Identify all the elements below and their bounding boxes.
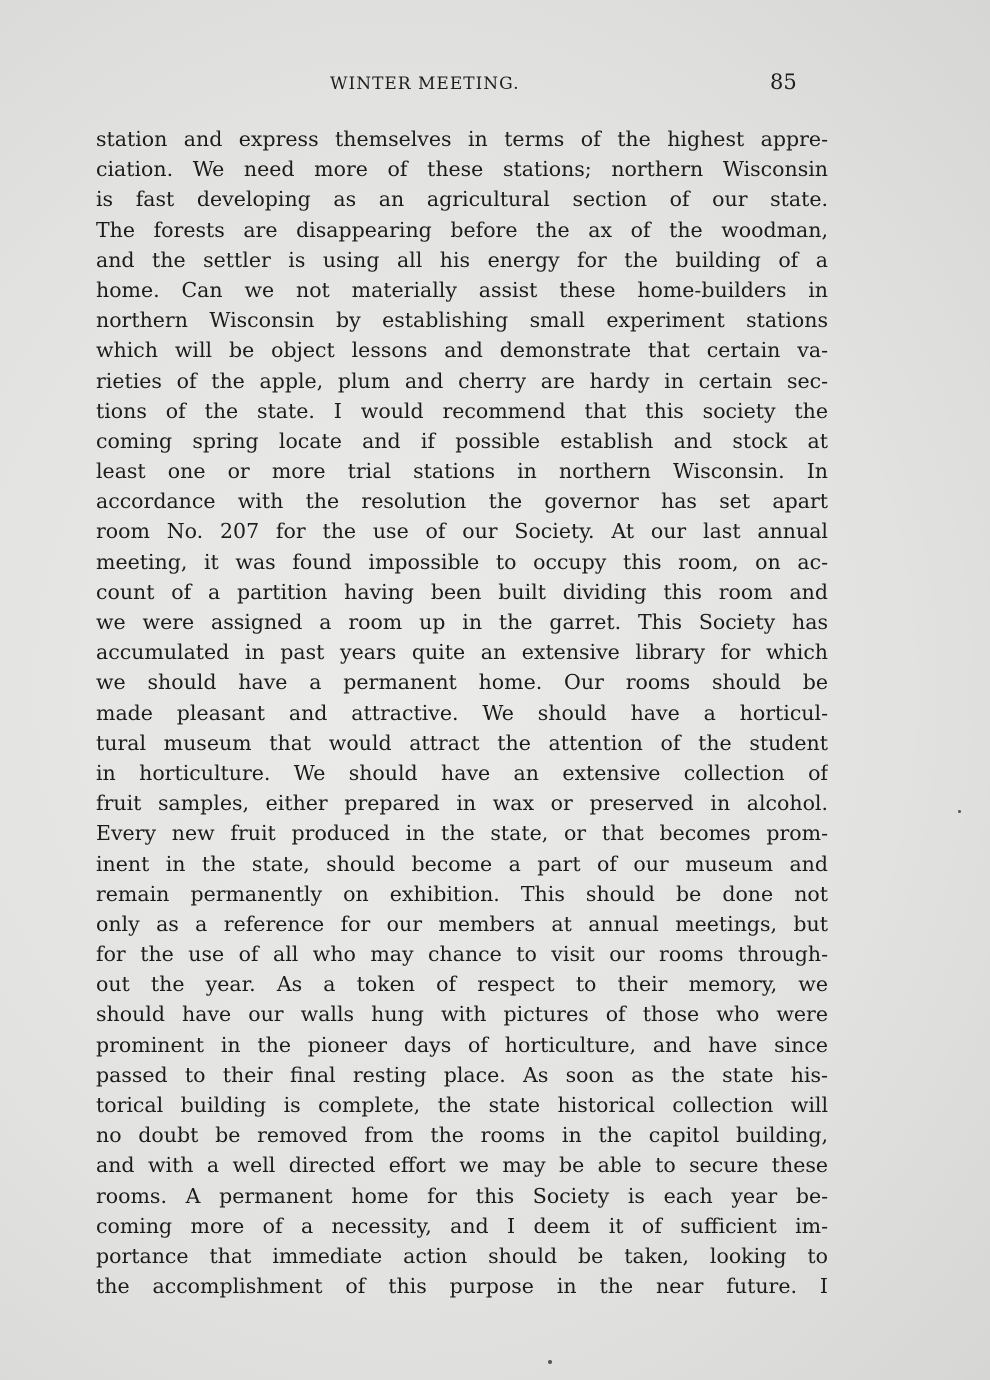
text-line: should have our walls hung with pictures of those who were [96,1002,828,1027]
body-text [96,124,828,1301]
text-line: made pleasant and attractive. We should have a horticul- [96,700,828,725]
text-line: torical building is complete, the state historical collection will [96,1093,828,1117]
text-line: we should have a permanent home. Our rooms should be [96,670,828,695]
text-line: remain permanently on exhibition. This should be done not [96,881,828,906]
text-line: northern Wisconsin by establishing small experiment stations [96,308,828,333]
text-line: no doubt be removed from the rooms in the capitol building, [96,1123,828,1148]
text-line: coming spring locate and if possible establish and stock at [96,428,828,453]
text-line: prominent in the pioneer days of horticulture, and have since [96,1032,828,1057]
running-header: WINTER MEETING. [330,74,520,94]
text-line: tural museum that would attract the attention of the student [96,730,828,755]
text-line: fruit samples, either prepared in wax or preserved in alcohol. [96,791,828,816]
text-line: meeting, it was found impossible to occupy this room, on ac- [96,549,828,574]
text-line: passed to their final resting place. As soon as the state his- [96,1062,828,1087]
text-line: accordance with the resolution the governor has set apart [96,489,828,514]
text-line: least one or more trial stations in northern Wisconsin. In [96,459,828,484]
scan-speck [548,1360,552,1364]
text-line: home. Can we not materially assist these home-builders in [96,277,828,302]
text-line: room No. 207 for the use of our Society. At our last annual [96,519,828,544]
text-line: portance that immediate action should be taken, looking to [96,1243,828,1268]
page-number: 85 [770,70,797,94]
text-line: rieties of the apple, plum and cherry are hardy in certain sec- [96,368,828,393]
text-line: rooms. A permanent home for this Society is each year be- [96,1183,828,1208]
text-line: which will be object lessons and demonstrate that certain va- [96,338,828,363]
text-line: accumulated in past years quite an extensive library for which [96,640,828,665]
text-line: Every new fruit produced in the state, or that becomes prom- [96,821,828,846]
text-line: out the year. As a token of respect to their memory, we [96,972,828,997]
text-line: inent in the state, should become a part of our museum and [96,851,828,876]
text-line: ciation. We need more of these stations; northern Wisconsin [96,157,828,182]
text-line: tions of the state. I would recommend that this society the [96,398,828,423]
text-line: count of a partition having been built dividing this room and [96,579,828,604]
text-line: in horticulture. We should have an extensive collection of [96,760,828,785]
text-line: The forests are disappearing before the ax of the woodman, [96,217,828,242]
text-line: only as a reference for our members at annual meetings, but [96,911,828,936]
scan-speck [958,810,961,813]
text-line: and the settler is using all his energy for the building of a [96,247,828,272]
text-line: station and express themselves in terms of the highest appre- [96,127,828,151]
text-line: for the use of all who may chance to visit our rooms through- [96,942,828,967]
text-line: coming more of a necessity, and I deem it of sufficient im- [96,1213,828,1238]
text-line: and with a well directed effort we may be able to secure these [96,1153,828,1178]
text-line: we were assigned a room up in the garret. This Society has [96,610,828,634]
text-line: is fast developing as an agricultural section of our state. [96,187,828,212]
text-line: the accomplishment of this purpose in the near future. I [96,1274,828,1299]
